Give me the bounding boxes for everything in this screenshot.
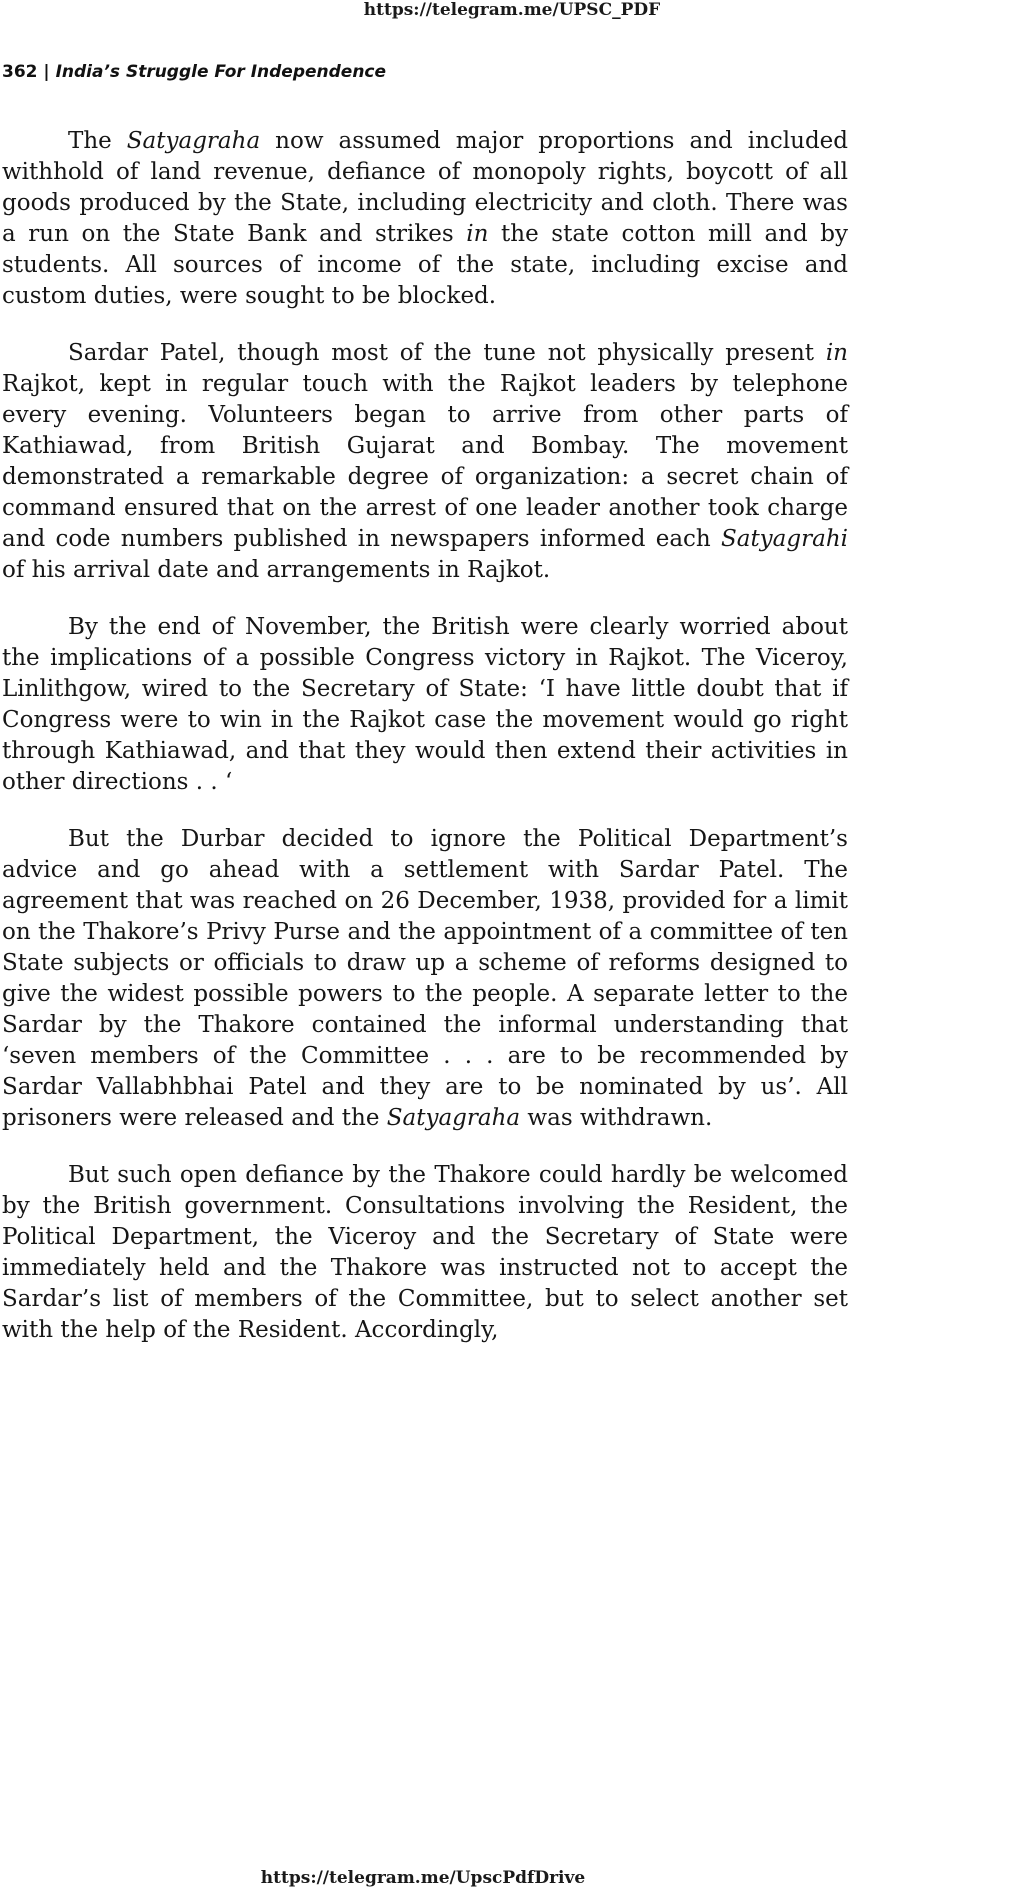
running-header bbox=[2, 62, 386, 82]
paragraph-2: Sardar Patel, though most of the tune not physically present in Rajkot, kept in regular touch with the Rajkot leaders by telephone every evening. Volunteers began to arrive from other parts of Kathiawad, from British Gujarat and Bombay. The movement demonstrated a remarkable degree of organization: a secret chain of command ensured that on the arrest of one leader another took charge and code numbers published in newspapers informed each Satyagrahi of his arrival date and arrangements in Rajkot. bbox=[2, 340, 848, 583]
top-watermark-link[interactable]: https://telegram.me/UPSC_PDF bbox=[363, 0, 661, 20]
paragraph-1: The Satyagraha now assumed major proportions and included withhold of land revenue, defiance of monopoly rights, boycott of all goods produced by the State, including electricity and cloth. There was a run on the State Bank and strikes in the state cotton mill and by students. All sources of income of the state, including excise and custom duties, were sought to be blocked. bbox=[2, 128, 849, 309]
paragraph-5: But such open defiance by the Thakore could hardly be welcomed by the British government. Consultations involving the Resident, the Political Department, the Viceroy and the Secretary of State were immediately held and the Thakore was instructed not to accept the Sardar’s list of members of the Committee, but to select another set with the help of the Resident. Accordingly, bbox=[2, 1162, 848, 1343]
page-body bbox=[2, 126, 848, 1346]
paragraph-3: By the end of November, the British were clearly worried about the implications of a possible Congress victory in Rajkot. The Viceroy, Linlithgow, wired to the Secretary of State: ‘I have little doubt that if Congress were to win in the Rajkot case the movement would go right through Kathiawad, and that they would then extend their activities in other directions . . ‘ bbox=[2, 614, 848, 795]
paragraph-4: But the Durbar decided to ignore the Political Department’s advice and go ahead with a settlement with Sardar Patel. The agreement that was reached on 26 December, 1938, provided for a limit on the Thakore’s Privy Purse and the appointment of a committee of ten State subjects or officials to draw up a scheme of reforms designed to give the widest possible powers to the people. A separate letter to the Sardar by the Thakore contained the informal understanding that ‘seven members of the Committee . . . are to be recommended by Sardar Vallabhbhai Patel and they are to be nominated by us’. All prisoners were released and the Satyagraha was withdrawn. bbox=[2, 826, 848, 1131]
page-number: 362 bbox=[2, 62, 38, 82]
bottom-watermark-link[interactable]: https://telegram.me/UpscPdfDrive bbox=[260, 1868, 586, 1888]
header-separator: | bbox=[43, 62, 50, 82]
book-title: India’s Struggle For Independence bbox=[55, 62, 387, 82]
